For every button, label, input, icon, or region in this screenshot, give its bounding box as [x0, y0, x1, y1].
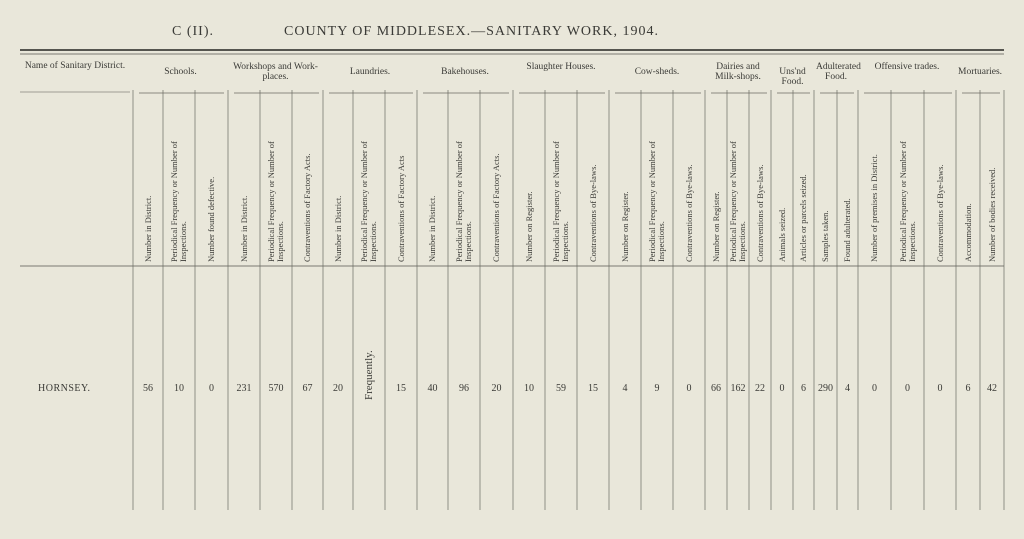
column-header: Periodical Frequency or Number of Inspections.: [454, 141, 473, 262]
table-cell: 0: [905, 383, 910, 394]
column-header: Accommodation.: [962, 203, 973, 262]
column-header: Animals seized.: [776, 207, 787, 262]
column-header: Found adulterated.: [842, 198, 852, 262]
table-cell: 15: [396, 383, 406, 394]
column-header: Contraventions of Bye-laws.: [934, 164, 945, 262]
table-cell: 0: [937, 383, 943, 394]
table-cell: 4: [845, 383, 850, 394]
table-cell: 9: [654, 383, 660, 394]
column-header: Periodical Frequency or Number of Inspections.: [551, 141, 570, 262]
group-header: Schools.: [164, 67, 197, 77]
table-cell: 42: [987, 383, 997, 394]
table-cell: 290: [818, 383, 833, 394]
table-cell: 0: [872, 383, 877, 394]
column-header: Number on Register.: [619, 191, 630, 262]
column-header: Contraventions of Factory Acts.: [491, 153, 501, 262]
table-cell: 162: [730, 383, 746, 394]
column-header: Number in District.: [238, 195, 249, 262]
column-header: Number in District.: [142, 195, 153, 262]
column-header: Articles or parcels seized.: [798, 174, 808, 262]
table-cell: 22: [755, 383, 765, 394]
group-header: Offensive trades.: [874, 62, 940, 72]
column-header: Periodical Frequency or Number of Inspections.: [728, 141, 747, 262]
table-cell: 66: [711, 383, 721, 394]
table-cell: 56: [143, 383, 153, 394]
table-cell: 40: [427, 383, 438, 394]
column-header: Periodical Frequency or Number of Inspections.: [359, 141, 378, 262]
column-header: Contraventions of Bye-laws.: [683, 164, 694, 262]
table-cell: 15: [588, 383, 598, 394]
table-cell: 96: [459, 383, 469, 394]
table-cell: 0: [209, 383, 214, 394]
table-cell: 20: [491, 383, 502, 394]
district-name-header: Name of Sanitary District.: [24, 61, 126, 71]
group-header: Uns'nd Food.: [779, 67, 806, 87]
column-header: Number on Register.: [710, 191, 721, 262]
column-header: Number in District.: [427, 195, 437, 262]
group-header: Workshops and Work-places.: [233, 62, 318, 82]
column-header: Contraventions of Bye-laws.: [754, 164, 765, 262]
group-header: Dairies and Milk-shops.: [715, 62, 761, 82]
group-header: Slaughter Houses.: [526, 62, 596, 72]
table-cell: 0: [779, 383, 785, 394]
column-header: Number of bodies received.: [986, 167, 997, 262]
column-header: Contraventions of Factory Acts.: [302, 153, 312, 262]
table-cell: 6: [965, 383, 971, 394]
table-cell: 570: [268, 383, 284, 394]
table-cell: 6: [801, 383, 806, 394]
table-code: C (II).: [172, 24, 214, 39]
column-header: Number in District.: [332, 195, 343, 262]
table-cell: 59: [556, 383, 566, 394]
table-cell: 10: [174, 383, 184, 394]
column-header: Periodical Frequency or Number of Inspections.: [169, 141, 188, 262]
table-cell: 67: [302, 383, 313, 394]
group-header: Bakehouses.: [441, 67, 489, 77]
group-header: Laundries.: [349, 67, 391, 77]
column-header: Contraventions of Bye-laws.: [587, 164, 598, 262]
page-title: COUNTY OF MIDDLESEX.—SANITARY WORK, 1904.: [284, 24, 659, 39]
table-cell: 10: [524, 383, 534, 394]
column-header: Contraventions of Factory Acts: [395, 155, 406, 262]
laundry-frequency: Frequently.: [363, 350, 375, 400]
column-header: Periodical Frequency or Number of Inspections.: [266, 141, 285, 262]
table-cell: 0: [686, 383, 692, 394]
table-cell: 231: [236, 383, 252, 394]
column-header: Periodical Frequency or Number of Inspections.: [647, 141, 666, 262]
table-cell: 4: [622, 383, 628, 394]
column-header: Number on Register.: [523, 191, 534, 262]
group-header: Mortuaries.: [958, 67, 1003, 77]
column-header: Periodical Frequency or Number of Inspections.: [897, 141, 917, 262]
group-header: Cow-sheds.: [634, 67, 680, 77]
group-header: Adulterated Food.: [816, 62, 861, 82]
column-header: Samples taken.: [820, 210, 830, 262]
district-name: HORNSEY.: [38, 383, 91, 394]
table-cell: 20: [333, 383, 343, 394]
column-header: Number of premises in District.: [869, 154, 879, 262]
column-header: Number found defective.: [206, 176, 216, 262]
